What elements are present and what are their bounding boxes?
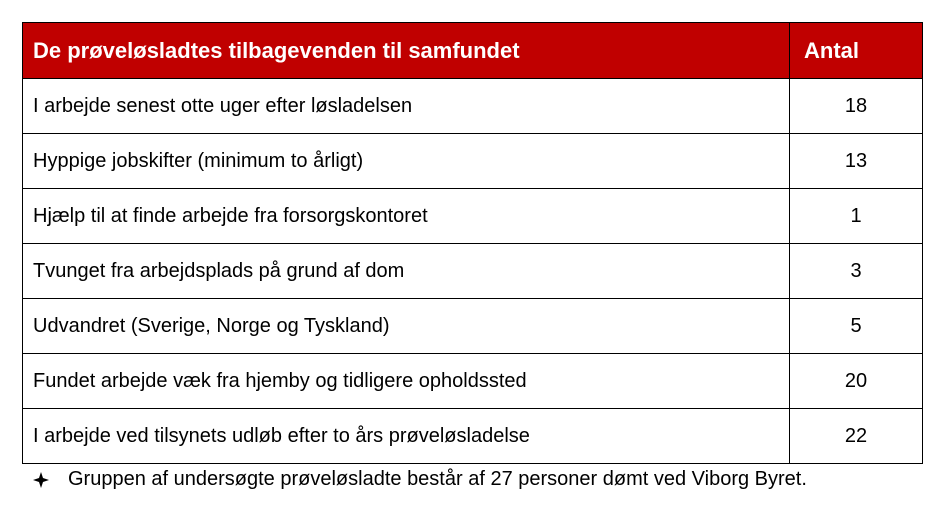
- row-label-cell: I arbejde senest otte uger efter løsladelsen: [23, 79, 790, 134]
- footnote: [32, 468, 807, 491]
- table-row: [23, 189, 923, 244]
- table-row: [23, 79, 923, 134]
- row-label-cell: Tvunget fra arbejdsplads på grund af dom: [23, 244, 790, 299]
- table-row: [23, 409, 923, 464]
- row-count-cell: 22: [790, 409, 923, 464]
- table-row: [23, 354, 923, 409]
- row-count-cell: 1: [790, 189, 923, 244]
- row-count-cell: 5: [790, 299, 923, 354]
- table-row: [23, 299, 923, 354]
- table-row: [23, 134, 923, 189]
- footnote-text: Gruppen af undersøgte prøveløsladte består af 27 personer dømt ved Viborg Byret.: [68, 468, 807, 490]
- row-count-cell: 13: [790, 134, 923, 189]
- diamond-bullet-icon: [32, 471, 50, 489]
- row-label-cell: Fundet arbejde væk fra hjemby og tidligere opholdssted: [23, 354, 790, 409]
- row-label-cell: Hyppige jobskifter (minimum to årligt): [23, 134, 790, 189]
- header-label-cell: De prøveløsladtes tilbagevenden til samfundet: [23, 23, 790, 79]
- data-table: [22, 22, 923, 464]
- row-count-cell: 18: [790, 79, 923, 134]
- row-count-cell: 3: [790, 244, 923, 299]
- table-header-row: [23, 23, 923, 79]
- table-row: [23, 244, 923, 299]
- data-table-container: [22, 22, 922, 464]
- row-count-cell: 20: [790, 354, 923, 409]
- header-count-cell: Antal: [790, 23, 923, 79]
- row-label-cell: Hjælp til at finde arbejde fra forsorgskontoret: [23, 189, 790, 244]
- row-label-cell: I arbejde ved tilsynets udløb efter to års prøveløsladelse: [23, 409, 790, 464]
- row-label-cell: Udvandret (Sverige, Norge og Tyskland): [23, 299, 790, 354]
